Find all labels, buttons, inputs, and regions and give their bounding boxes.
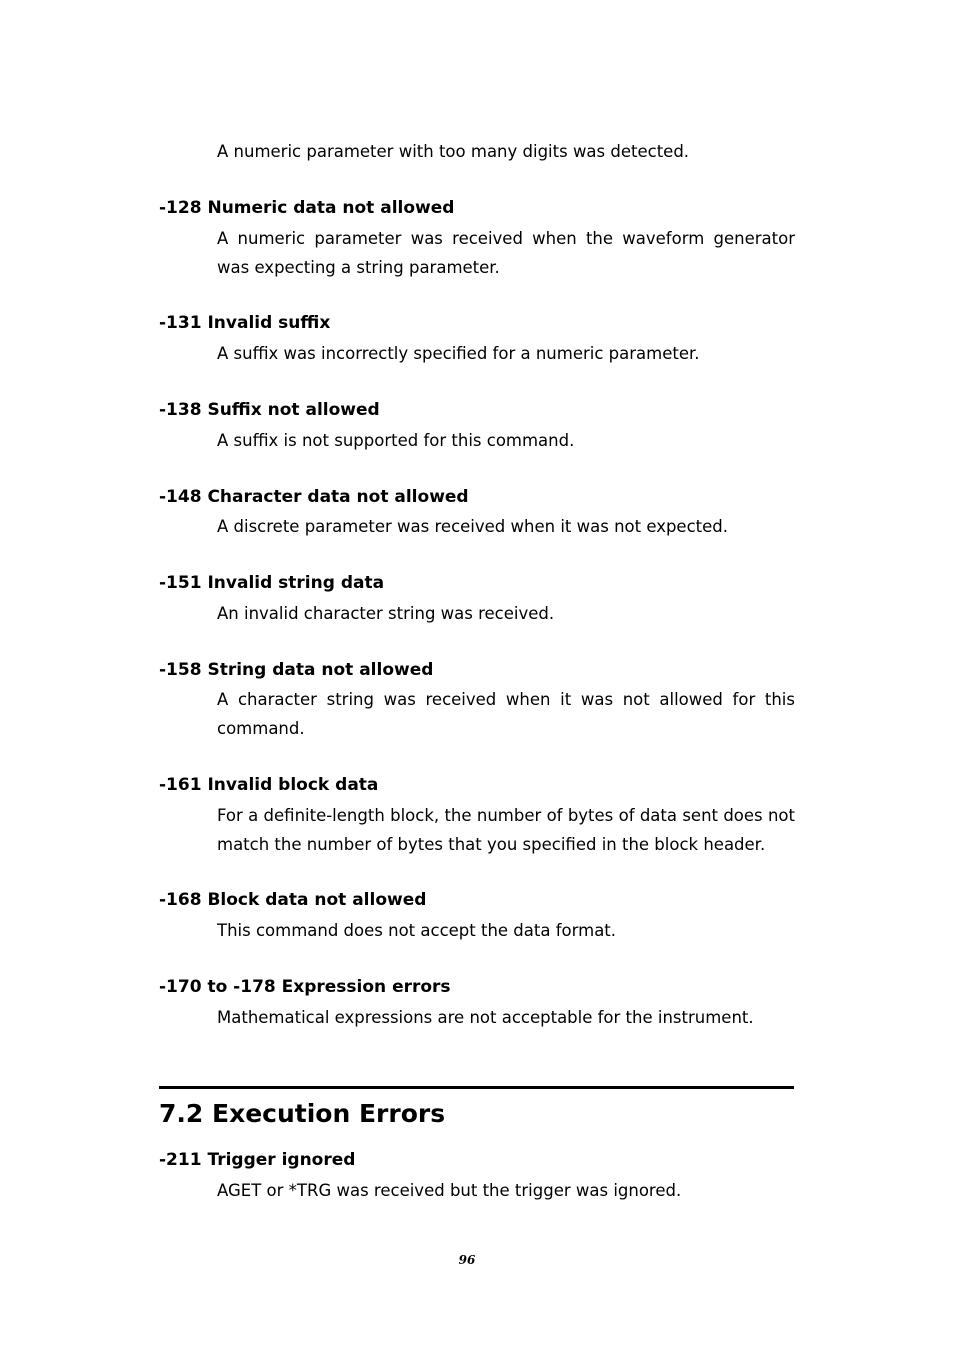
error-description: A suffix is not supported for this command. xyxy=(217,431,575,450)
error-description: Mathematical expressions are not acceptable for the instrument. xyxy=(217,1008,754,1027)
error-heading: -128 Numeric data not allowed xyxy=(159,198,455,218)
error-description: A suffix was incorrectly specified for a numeric parameter. xyxy=(217,344,700,363)
error-heading: -158 String data not allowed xyxy=(159,660,434,680)
error-description: A numeric parameter was received when the waveform generator was expecting a string parameter. xyxy=(217,229,795,277)
error-heading: -168 Block data not allowed xyxy=(159,890,427,910)
section-divider xyxy=(159,1086,794,1089)
error-heading: -148 Character data not allowed xyxy=(159,487,469,507)
error-heading: -211 Trigger ignored xyxy=(159,1150,356,1170)
error-description: A character string was received when it was not allowed for this command. xyxy=(217,690,795,738)
error-description: An invalid character string was received. xyxy=(217,604,555,623)
error-description: AGET or *TRG was received but the trigger was ignored. xyxy=(217,1181,682,1200)
error-heading: -151 Invalid string data xyxy=(159,573,385,593)
error-description: For a definite-length block, the number of bytes of data sent does not match the number of bytes that you specified in the block header. xyxy=(217,806,795,854)
page-number: 96 xyxy=(458,1253,476,1267)
error-description: This command does not accept the data format. xyxy=(217,921,617,940)
error-description: A discrete parameter was received when it was not expected. xyxy=(217,517,728,536)
section-title: 7.2 Execution Errors xyxy=(159,1099,446,1128)
intro-description: A numeric parameter with too many digits was detected. xyxy=(217,142,690,161)
error-heading: -170 to -178 Expression errors xyxy=(159,977,451,997)
error-heading: -138 Suffix not allowed xyxy=(159,400,380,420)
error-heading: -131 Invalid suffix xyxy=(159,313,331,333)
error-heading: -161 Invalid block data xyxy=(159,775,379,795)
